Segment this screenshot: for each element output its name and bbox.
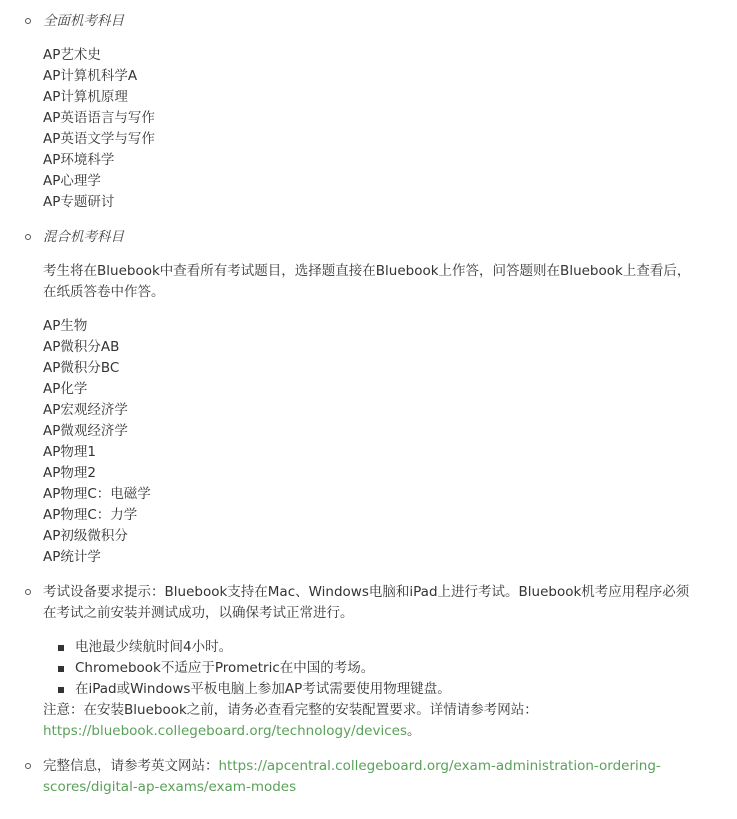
list-item: AP艺术史 — [43, 47, 101, 63]
list-item: AP物理2 — [43, 465, 96, 481]
devices-link[interactable]: https://bluebook.collegeboard.org/technology/devices — [43, 723, 407, 739]
list-item: AP专题研讨 — [43, 194, 115, 210]
list-item: Chromebook不适应于Prometric在中国的考场。 — [43, 658, 723, 679]
circle-bullet-icon — [25, 589, 31, 595]
circle-bullet-icon — [25, 234, 31, 240]
requirements-list — [43, 637, 723, 700]
square-bullet-icon — [58, 645, 64, 651]
list-item: AP微积分AB — [43, 339, 120, 355]
subject-list — [43, 316, 723, 568]
list-item: AP微观经济学 — [43, 423, 128, 439]
list-item: AP生物 — [43, 318, 88, 334]
list-item: AP英语文学与写作 — [43, 131, 155, 147]
list-item: AP计算机科学A — [43, 68, 138, 84]
circle-bullet-icon — [25, 18, 31, 24]
list-item: 在iPad或Windows平板电脑上参加AP考试需要使用物理键盘。 — [43, 679, 723, 700]
more-info-label: 完整信息，请参考英文网站： — [43, 758, 219, 774]
list-item: AP统计学 — [43, 549, 101, 565]
circle-bullet-icon — [25, 763, 31, 769]
list-item: AP初级微积分 — [43, 528, 128, 544]
square-bullet-icon — [58, 687, 64, 693]
section-heading: 混合机考科目 — [43, 229, 124, 245]
section-heading: 全面机考科目 — [43, 13, 124, 29]
list-item: AP物理C：力学 — [43, 507, 138, 523]
list-item: AP微积分BC — [43, 360, 120, 376]
square-bullet-icon — [58, 666, 64, 672]
list-item: AP物理1 — [43, 444, 96, 460]
install-note: 注意：在安装Bluebook之前，请务必查看完整的安装配置要求。详情请参考网站： https://bluebook.collegeboard.org/technology/devices。 — [43, 702, 538, 739]
exam-modes-link-continued[interactable]: scores/digital-ap-exams/exam-modes — [43, 779, 297, 795]
requirements-text: 考试设备要求提示：Bluebook支持在Mac、Windows电脑和iPad上进行考试。Bluebook机考应用程序必须 在考试之前安装并测试成功，以确保考试正常进行。 — [43, 584, 690, 621]
exam-modes-link[interactable]: https://apcentral.collegeboard.org/exam-administration-ordering- — [218, 758, 661, 774]
list-item: AP计算机原理 — [43, 89, 128, 105]
section-description: 考生将在Bluebook中查看所有考试题目，选择题直接在Bluebook上作答，问答题则在Bluebook上查看后， 在纸质答卷中作答。 — [43, 263, 691, 300]
list-item: AP宏观经济学 — [43, 402, 128, 418]
list-item: 电池最少续航时间4小时。 — [43, 637, 723, 658]
list-item: AP英语语言与写作 — [43, 110, 155, 126]
subject-list — [43, 45, 723, 213]
list-item: AP环境科学 — [43, 152, 115, 168]
list-item: AP心理学 — [43, 173, 101, 189]
list-item: AP化学 — [43, 381, 88, 397]
list-item: AP物理C：电磁学 — [43, 486, 151, 502]
